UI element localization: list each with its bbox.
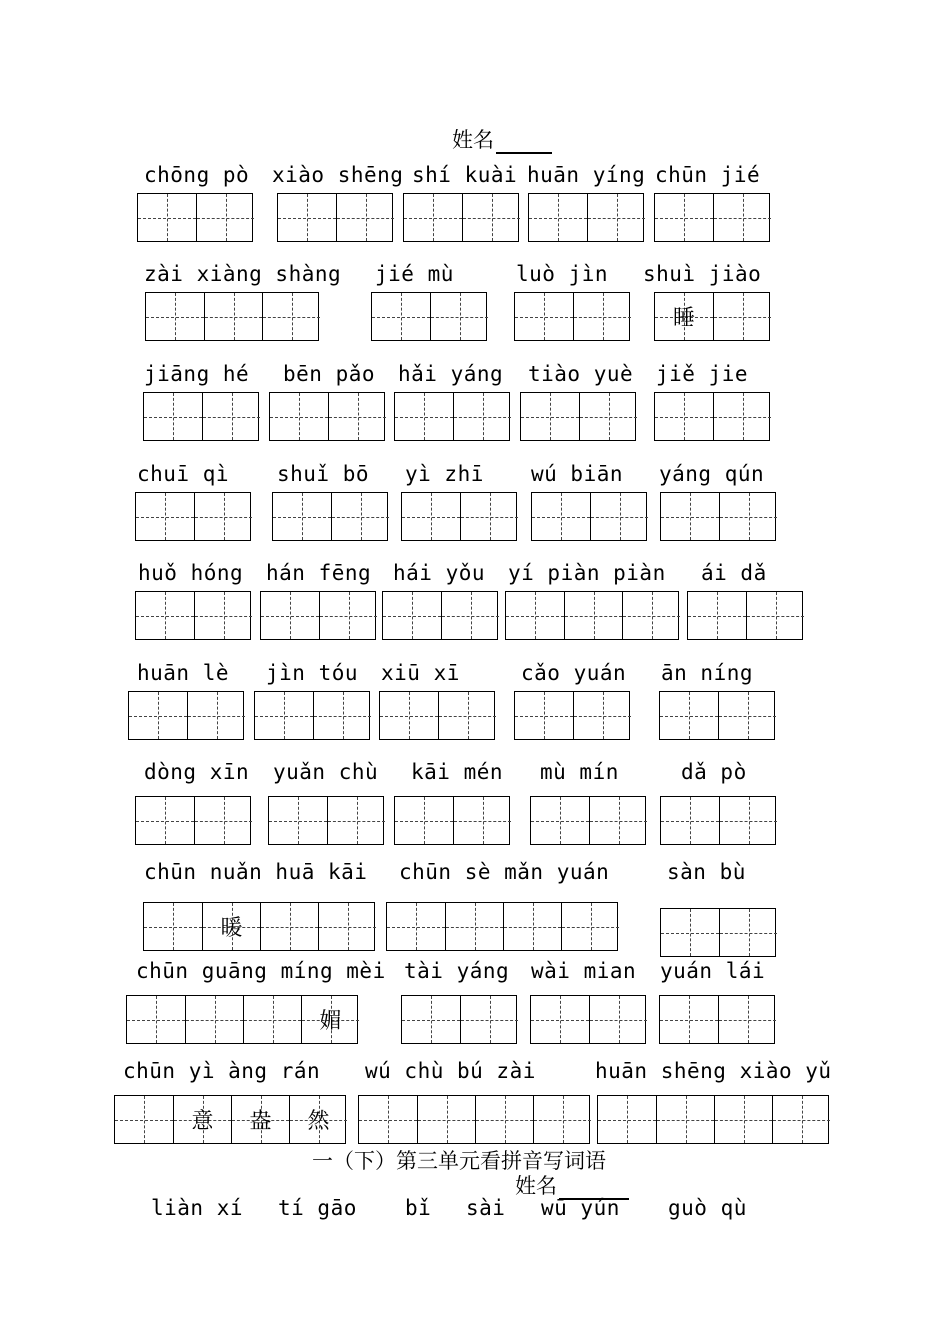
writing-box[interactable]	[128, 691, 244, 740]
pinyin-label: huǒ hóng	[138, 561, 244, 585]
pinyin-label: kāi mén	[411, 760, 504, 784]
footer-pinyin: sài	[466, 1196, 506, 1220]
tianzige-cell[interactable]	[359, 1096, 417, 1143]
footer-pinyin: tí gāo	[278, 1196, 357, 1220]
writing-box[interactable]	[687, 591, 803, 640]
tianzige-cell[interactable]	[515, 293, 573, 340]
pinyin-label: dòng xīn	[144, 760, 250, 784]
writing-box[interactable]	[269, 392, 385, 441]
writing-box[interactable]	[660, 908, 776, 957]
name-blank-line[interactable]	[496, 132, 552, 154]
writing-box[interactable]	[528, 193, 644, 242]
pinyin-label: chūn nuǎn huā kāi	[144, 860, 368, 884]
tianzige-cell[interactable]	[713, 194, 771, 241]
tianzige-cell[interactable]	[532, 493, 590, 540]
tianzige-cell[interactable]	[688, 592, 746, 639]
footer-pinyin: liàn xí	[151, 1196, 244, 1220]
tianzige-cell[interactable]	[417, 1096, 475, 1143]
given-character: 暖	[220, 915, 243, 941]
writing-box[interactable]	[382, 591, 498, 640]
pinyin-label: jiāng hé	[144, 362, 250, 386]
tianzige-cell[interactable]	[301, 996, 359, 1043]
writing-box[interactable]	[660, 796, 776, 845]
writing-box[interactable]	[394, 392, 510, 441]
pinyin-label: ái dǎ	[701, 561, 767, 585]
tianzige-cell[interactable]	[430, 293, 488, 340]
pinyin-label: jìn tóu	[266, 661, 359, 685]
tianzige-cell[interactable]	[261, 592, 319, 639]
tianzige-cell[interactable]	[185, 996, 243, 1043]
pinyin-label: shí kuài	[412, 163, 518, 187]
writing-box[interactable]	[145, 292, 319, 341]
tianzige-cell[interactable]	[187, 692, 245, 739]
tianzige-cell[interactable]	[328, 393, 386, 440]
pinyin-label: hái yǒu	[393, 561, 486, 585]
tianzige-cell[interactable]	[402, 493, 460, 540]
tianzige-cell[interactable]	[453, 797, 511, 844]
tianzige-cell[interactable]	[564, 592, 622, 639]
pinyin-label: wú chù bú zài	[365, 1059, 536, 1083]
tianzige-cell[interactable]	[136, 493, 194, 540]
tianzige-cell[interactable]	[255, 692, 313, 739]
pinyin-label: yuǎn chù	[273, 760, 379, 784]
pinyin-label: yí piàn piàn	[508, 561, 666, 585]
tianzige-cell[interactable]	[404, 194, 462, 241]
pinyin-label: hǎi yáng	[398, 362, 504, 386]
tianzige-cell[interactable]	[438, 692, 496, 739]
tianzige-cell[interactable]	[313, 692, 371, 739]
given-character: 意	[191, 1108, 214, 1134]
tianzige-cell[interactable]	[655, 293, 713, 340]
given-character: 媚	[319, 1008, 342, 1034]
tianzige-cell[interactable]	[136, 592, 194, 639]
pinyin-label: huān yíng	[527, 163, 646, 187]
pinyin-label: cǎo yuán	[521, 661, 627, 685]
footer-pinyin: bǐ	[405, 1196, 432, 1220]
tianzige-cell[interactable]	[589, 996, 647, 1043]
tianzige-cell[interactable]	[395, 797, 453, 844]
pinyin-label: chūn yì àng rán	[123, 1059, 321, 1083]
writing-box[interactable]	[386, 902, 618, 951]
writing-box[interactable]	[135, 591, 251, 640]
pinyin-label: ān níng	[661, 661, 754, 685]
writing-box[interactable]	[272, 492, 388, 541]
tianzige-cell[interactable]	[136, 797, 194, 844]
writing-box[interactable]	[137, 193, 253, 242]
tianzige-cell[interactable]	[196, 194, 254, 241]
tianzige-cell[interactable]	[138, 194, 196, 241]
tianzige-cell[interactable]	[506, 592, 564, 639]
pinyin-label: jiě jie	[656, 362, 749, 386]
tianzige-cell[interactable]	[661, 493, 719, 540]
tianzige-cell[interactable]	[598, 1096, 656, 1143]
tianzige-cell[interactable]	[380, 692, 438, 739]
pinyin-label: hán fēng	[266, 561, 372, 585]
writing-box[interactable]	[505, 591, 679, 640]
tianzige-cell[interactable]	[661, 909, 719, 956]
tianzige-cell[interactable]	[194, 592, 252, 639]
tianzige-cell[interactable]	[587, 194, 645, 241]
tianzige-cell[interactable]	[383, 592, 441, 639]
tianzige-cell[interactable]	[270, 393, 328, 440]
tianzige-cell[interactable]	[656, 1096, 714, 1143]
tianzige-cell[interactable]	[144, 393, 202, 440]
pinyin-label: mù mín	[540, 760, 619, 784]
tianzige-cell[interactable]	[144, 903, 202, 950]
tianzige-cell[interactable]	[204, 293, 262, 340]
tianzige-cell[interactable]	[387, 903, 445, 950]
tianzige-cell[interactable]	[622, 592, 680, 639]
writing-box[interactable]	[126, 995, 358, 1044]
footer-pinyin: guò qù	[668, 1196, 747, 1220]
writing-box[interactable]	[659, 995, 775, 1044]
tianzige-cell[interactable]	[719, 909, 777, 956]
tianzige-cell[interactable]	[260, 903, 318, 950]
writing-box[interactable]	[654, 292, 770, 341]
tianzige-cell[interactable]	[561, 903, 619, 950]
pinyin-label: shuǐ bō	[277, 462, 370, 486]
pinyin-label: xiū xī	[381, 661, 460, 685]
tianzige-cell[interactable]	[579, 393, 637, 440]
tianzige-cell[interactable]	[713, 393, 771, 440]
pinyin-label: tài yáng	[404, 959, 510, 983]
writing-box[interactable]	[531, 492, 647, 541]
tianzige-cell[interactable]	[146, 293, 204, 340]
tianzige-cell[interactable]	[661, 797, 719, 844]
tianzige-cell[interactable]	[453, 393, 511, 440]
writing-box[interactable]	[143, 392, 259, 441]
writing-box[interactable]	[143, 902, 375, 951]
writing-box[interactable]	[654, 392, 770, 441]
tianzige-cell[interactable]	[531, 797, 589, 844]
tianzige-cell[interactable]	[462, 194, 520, 241]
tianzige-cell[interactable]	[531, 996, 589, 1043]
tianzige-cell[interactable]	[202, 903, 260, 950]
writing-box[interactable]	[371, 292, 487, 341]
tianzige-cell[interactable]	[589, 797, 647, 844]
name-label-2: 姓名	[515, 1174, 557, 1198]
given-character: 睡	[672, 305, 695, 331]
pinyin-label: yáng qún	[659, 462, 765, 486]
tianzige-cell[interactable]	[231, 1096, 289, 1143]
pinyin-label: huān lè	[137, 661, 230, 685]
tianzige-cell[interactable]	[372, 293, 430, 340]
pinyin-label: chūn sè mǎn yuán	[399, 860, 610, 884]
pinyin-label: chūn jié	[655, 163, 761, 187]
tianzige-cell[interactable]	[521, 393, 579, 440]
tianzige-cell[interactable]	[713, 293, 771, 340]
tianzige-cell[interactable]	[573, 692, 631, 739]
writing-box[interactable]	[659, 691, 775, 740]
tianzige-cell[interactable]	[273, 493, 331, 540]
tianzige-cell[interactable]	[445, 903, 503, 950]
pinyin-label: chōng pò	[144, 163, 250, 187]
tianzige-cell[interactable]	[533, 1096, 591, 1143]
tianzige-cell[interactable]	[719, 493, 777, 540]
writing-box[interactable]	[520, 392, 636, 441]
pinyin-label: wú biān	[531, 462, 624, 486]
worksheet-title: 一（下）第三单元看拼音写词语	[312, 1149, 606, 1173]
writing-box[interactable]	[135, 796, 251, 845]
tianzige-cell[interactable]	[746, 592, 804, 639]
pinyin-label: yì zhī	[405, 462, 484, 486]
pinyin-label: jié mù	[375, 262, 454, 286]
pinyin-label: zài xiàng shàng	[144, 262, 342, 286]
tianzige-cell[interactable]	[529, 194, 587, 241]
tianzige-cell[interactable]	[460, 493, 518, 540]
tianzige-cell[interactable]	[475, 1096, 533, 1143]
writing-box[interactable]	[277, 193, 393, 242]
pinyin-label: dǎ pò	[681, 760, 747, 784]
pinyin-label: luò jìn	[516, 262, 609, 286]
tianzige-cell[interactable]	[289, 1096, 347, 1143]
tianzige-cell[interactable]	[319, 592, 377, 639]
pinyin-label: xiào shēng	[272, 163, 404, 187]
tianzige-cell[interactable]	[115, 1096, 173, 1143]
writing-box[interactable]	[514, 292, 630, 341]
writing-box[interactable]	[597, 1095, 829, 1144]
pinyin-label: sàn bù	[667, 860, 746, 884]
writing-box[interactable]	[401, 995, 517, 1044]
tianzige-cell[interactable]	[336, 194, 394, 241]
pinyin-label: bēn pǎo	[283, 362, 376, 386]
tianzige-cell[interactable]	[460, 996, 518, 1043]
tianzige-cell[interactable]	[655, 194, 713, 241]
footer-pinyin: wū yún	[541, 1196, 620, 1220]
tianzige-cell[interactable]	[772, 1096, 830, 1143]
tianzige-cell[interactable]	[318, 903, 376, 950]
pinyin-label: chuī qì	[137, 462, 230, 486]
tianzige-cell[interactable]	[327, 797, 385, 844]
writing-box[interactable]	[403, 193, 519, 242]
tianzige-cell[interactable]	[515, 692, 573, 739]
pinyin-label: wài mian	[531, 959, 637, 983]
writing-box[interactable]	[254, 691, 370, 740]
writing-box[interactable]	[268, 796, 384, 845]
tianzige-cell[interactable]	[202, 393, 260, 440]
writing-box[interactable]	[654, 193, 770, 242]
tianzige-cell[interactable]	[719, 797, 777, 844]
tianzige-cell[interactable]	[194, 493, 252, 540]
tianzige-cell[interactable]	[173, 1096, 231, 1143]
tianzige-cell[interactable]	[660, 996, 718, 1043]
name-label: 姓名	[452, 128, 494, 152]
tianzige-cell[interactable]	[243, 996, 301, 1043]
tianzige-cell[interactable]	[718, 996, 776, 1043]
tianzige-cell[interactable]	[127, 996, 185, 1043]
pinyin-label: shuì jiào	[643, 262, 762, 286]
writing-box[interactable]	[358, 1095, 590, 1144]
given-character: 盎	[249, 1108, 272, 1134]
tianzige-cell[interactable]	[278, 194, 336, 241]
writing-box[interactable]	[530, 995, 646, 1044]
tianzige-cell[interactable]	[402, 996, 460, 1043]
writing-box[interactable]	[394, 796, 510, 845]
tianzige-cell[interactable]	[655, 393, 713, 440]
student-name-field[interactable]	[452, 124, 552, 154]
writing-box[interactable]	[379, 691, 495, 740]
writing-box[interactable]	[514, 691, 630, 740]
pinyin-label: huān shēng xiào yǔ	[595, 1059, 832, 1083]
given-character: 然	[307, 1108, 330, 1134]
tianzige-cell[interactable]	[441, 592, 499, 639]
pinyin-label: tiào yuè	[528, 362, 634, 386]
writing-box[interactable]	[401, 492, 517, 541]
tianzige-cell[interactable]	[714, 1096, 772, 1143]
tianzige-cell[interactable]	[718, 692, 776, 739]
tianzige-cell[interactable]	[194, 797, 252, 844]
tianzige-cell[interactable]	[129, 692, 187, 739]
tianzige-cell[interactable]	[331, 493, 389, 540]
pinyin-label: chūn guāng míng mèi	[136, 959, 386, 983]
writing-box[interactable]	[114, 1095, 346, 1144]
tianzige-cell[interactable]	[395, 393, 453, 440]
tianzige-cell[interactable]	[269, 797, 327, 844]
tianzige-cell[interactable]	[262, 293, 320, 340]
tianzige-cell[interactable]	[503, 903, 561, 950]
pinyin-label: yuán lái	[660, 959, 766, 983]
writing-box[interactable]	[660, 492, 776, 541]
tianzige-cell[interactable]	[660, 692, 718, 739]
tianzige-cell[interactable]	[590, 493, 648, 540]
tianzige-cell[interactable]	[573, 293, 631, 340]
writing-box[interactable]	[260, 591, 376, 640]
writing-box[interactable]	[530, 796, 646, 845]
writing-box[interactable]	[135, 492, 251, 541]
